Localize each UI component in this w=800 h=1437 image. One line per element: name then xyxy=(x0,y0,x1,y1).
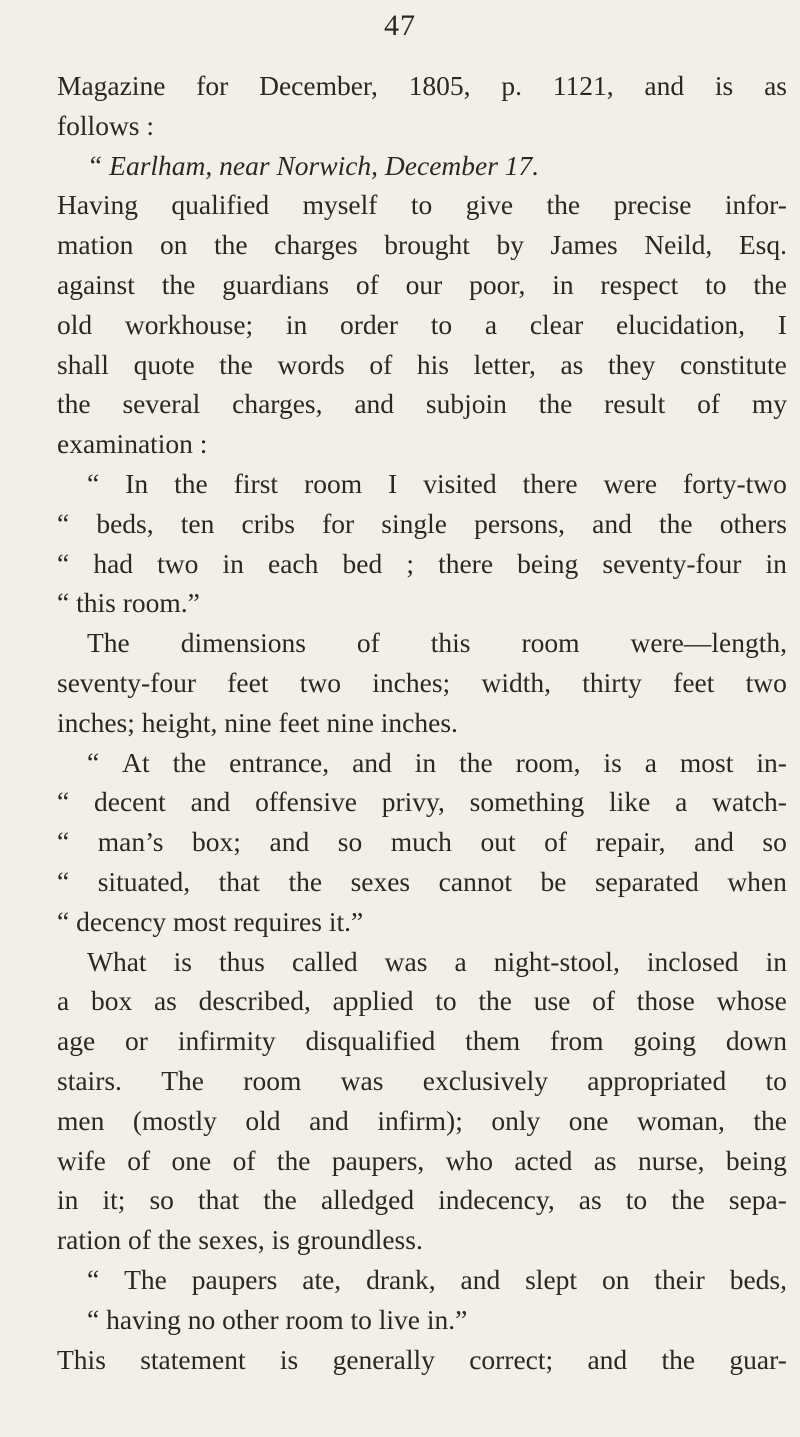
text-line: stairs. The room was exclusively appropriated to xyxy=(57,1064,787,1096)
text-line: “ decency most requires it.” xyxy=(57,905,364,937)
text-line: follows : xyxy=(57,109,155,141)
text-line: The dimensions of this room were—length, xyxy=(87,627,787,659)
text-line: “ The paupers ate, drank, and slept on their beds, xyxy=(87,1263,787,1295)
text-line: the several charges, and subjoin the result of my xyxy=(57,388,787,420)
text-line: mation on the charges brought by James Neild, Esq. xyxy=(57,229,787,261)
text-line: seventy-four feet two inches; width, thirty feet two xyxy=(57,666,787,698)
text-line: “ decent and offensive privy, something like a watch- xyxy=(57,786,787,818)
text-line: “ situated, that the sexes cannot be separated when xyxy=(57,865,787,897)
text-line: What is thus called was a night-stool, inclosed in xyxy=(87,945,787,977)
text-line: examination : xyxy=(57,428,208,460)
text-line: inches; height, nine feet nine inches. xyxy=(57,706,458,738)
text-line: shall quote the words of his letter, as they constitute xyxy=(57,348,787,380)
text-line: ration of the sexes, is groundless. xyxy=(57,1224,423,1256)
text-line: “ had two in each bed ; there being seventy-four in xyxy=(57,547,787,579)
text-line: wife of one of the paupers, who acted as nurse, being xyxy=(57,1144,787,1176)
text-line: old workhouse; in order to a clear elucidation, I xyxy=(57,308,787,340)
text-line: “ having no other room to live in.” xyxy=(87,1303,468,1335)
text-line: “ In the first room I visited there were forty-two xyxy=(87,467,787,499)
text-line: Magazine for December, 1805, p. 1121, and is as xyxy=(57,70,787,101)
text-line: in it; so that the alledged indecency, as to the sepa- xyxy=(57,1184,787,1216)
body-text xyxy=(57,66,787,1379)
text-line: “ At the entrance, and in the room, is a most in- xyxy=(87,746,787,778)
text-line: “ this room.” xyxy=(57,587,200,619)
text-line: against the guardians of our poor, in respect to the xyxy=(57,268,787,300)
text-line: men (mostly old and infirm); only one woman, the xyxy=(57,1104,787,1136)
text-line: age or infirmity disqualified them from going down xyxy=(57,1025,787,1057)
text-line: “ man’s box; and so much out of repair, and so xyxy=(57,826,787,858)
page-number: 47 xyxy=(384,9,416,42)
text-line: “ beds, ten cribs for single persons, and the others xyxy=(57,507,787,539)
text-line: a box as described, applied to the use of those whose xyxy=(57,985,787,1017)
text-line: Having qualified myself to give the precise infor- xyxy=(57,189,787,221)
text-line: This statement is generally correct; and the guar- xyxy=(57,1343,787,1375)
text-line-dateline: “ Earlham, near Norwich, December 17. xyxy=(87,149,540,181)
